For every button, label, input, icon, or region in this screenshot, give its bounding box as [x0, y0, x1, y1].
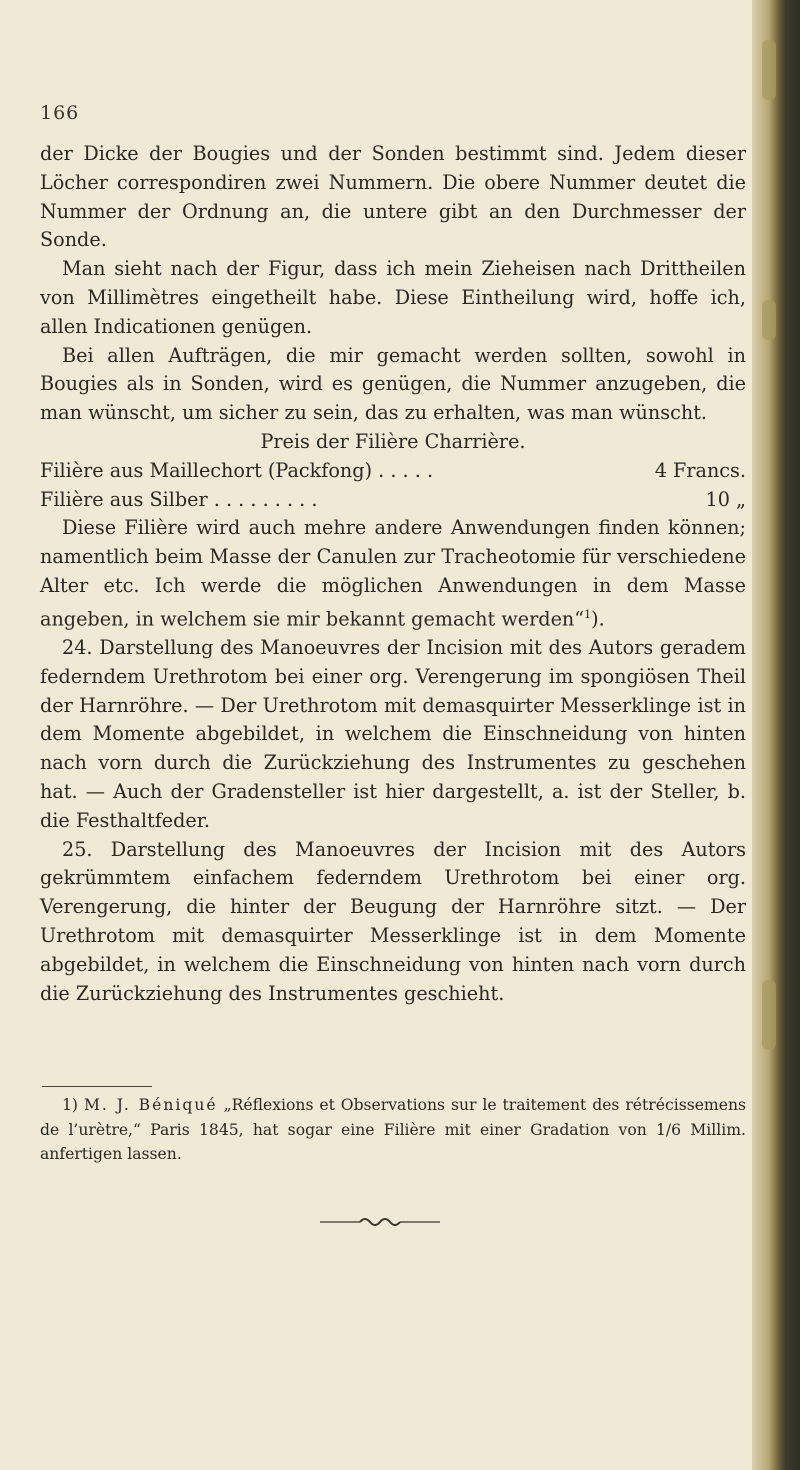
footnote-text: „Réflexions et Observations sur le traitement des rétrécissemens de l’urètre,“ Paris 1845, hat sogar eine Filière mit einer Gradation von: [40, 1096, 746, 1139]
paragraph: [40, 514, 746, 634]
price-row: [40, 457, 746, 486]
footnote-fraction: 1/6: [656, 1120, 682, 1139]
footnote-author: M. J. Béniqué: [83, 1096, 218, 1114]
figure-description-25: 25. Darstellung des Manoeuvres der Incision mit des Autors gekrümmtem einfachem federndem Urethrotom bei einer org. Verengerung, die hinter der Beugung der Harnröhre sitzt. — Der Urethrotom mit demasquirter Messerklinge ist in dem Momente abgebildet, in welchem die Einschneidung von hinten nach vorn durch die Zurückziehung des Instrumentes geschieht.: [40, 837, 746, 1005]
footnote-text-end: Millim. anfertigen lassen.: [40, 1120, 746, 1163]
price-item: Filière aus Maillechort (Packfong) . . . . .: [40, 458, 434, 482]
paragraph-text-end: ).: [591, 607, 605, 631]
footnote: [40, 1093, 746, 1167]
body-text: [40, 140, 746, 1008]
price-item: Filière aus Silber . . . . . . . . .: [40, 487, 318, 511]
paragraph: Bei allen Aufträgen, die mir gemacht werden sollten, sowohl in Bougies als in Sonden, wird es genügen, die Nummer anzugeben, die man wünscht, um sicher zu sein, das zu erhalten, was man wünscht.: [40, 343, 746, 425]
footnote-marker: 1): [62, 1096, 79, 1114]
figure-description-24: 24. Darstellung des Manoeuvres der Incision mit des Autors geradem federndem Urethrotom bei einer org. Verengerung im spongiösen Theil der Harnröhre. — Der Urethrotom mit demasquirter Messerklinge ist in dem Momente abgebildet, in welchem die Einschneidung von hinten nach vorn durch die Zurückziehung des Instrumentes zu geschehen hat. — Auch der Gradensteller ist hier dargestellt, a. ist der Steller, b. die Festhaltfeder.: [40, 635, 746, 832]
price-heading: Preis der Filière Charrière.: [260, 429, 526, 453]
page-edge: [752, 0, 800, 1470]
price-value: 10 „: [705, 487, 746, 511]
price-row: [40, 486, 746, 515]
paper-stain: [762, 40, 776, 100]
price-value: 4 Francs.: [654, 458, 746, 482]
paragraph: der Dicke der Bougies und der Sonden bestimmt sind. Jedem dieser Löcher correspondiren zwei Nummern. Die obere Nummer deutet die Nummer der Ordnung an, die untere gibt an den Durchmesser der Sonde.: [40, 142, 746, 252]
page-number: 166: [40, 102, 80, 124]
paragraph: Man sieht nach der Figur, dass ich mein Zieheisen nach Drittheilen von Millimètres eingetheilt habe. Diese Eintheilung wird, hoffe ich, allen Indicationen genügen.: [40, 257, 746, 338]
footnote-rule: [42, 1086, 152, 1087]
footnote-reference: 1: [584, 607, 592, 621]
ornament-divider: [320, 1212, 440, 1232]
paper-stain: [762, 300, 776, 340]
paper-stain: [762, 980, 776, 1050]
paragraph-text: Diese Filière wird auch mehre andere Anwendungen finden können; namentlich beim Masse der Canulen zur Tracheotomie für verschiedene Alter etc. Ich werde die möglichen Anwendungen in dem Masse angeben, in welchem sie mir bekannt gemacht werden“: [40, 516, 746, 631]
